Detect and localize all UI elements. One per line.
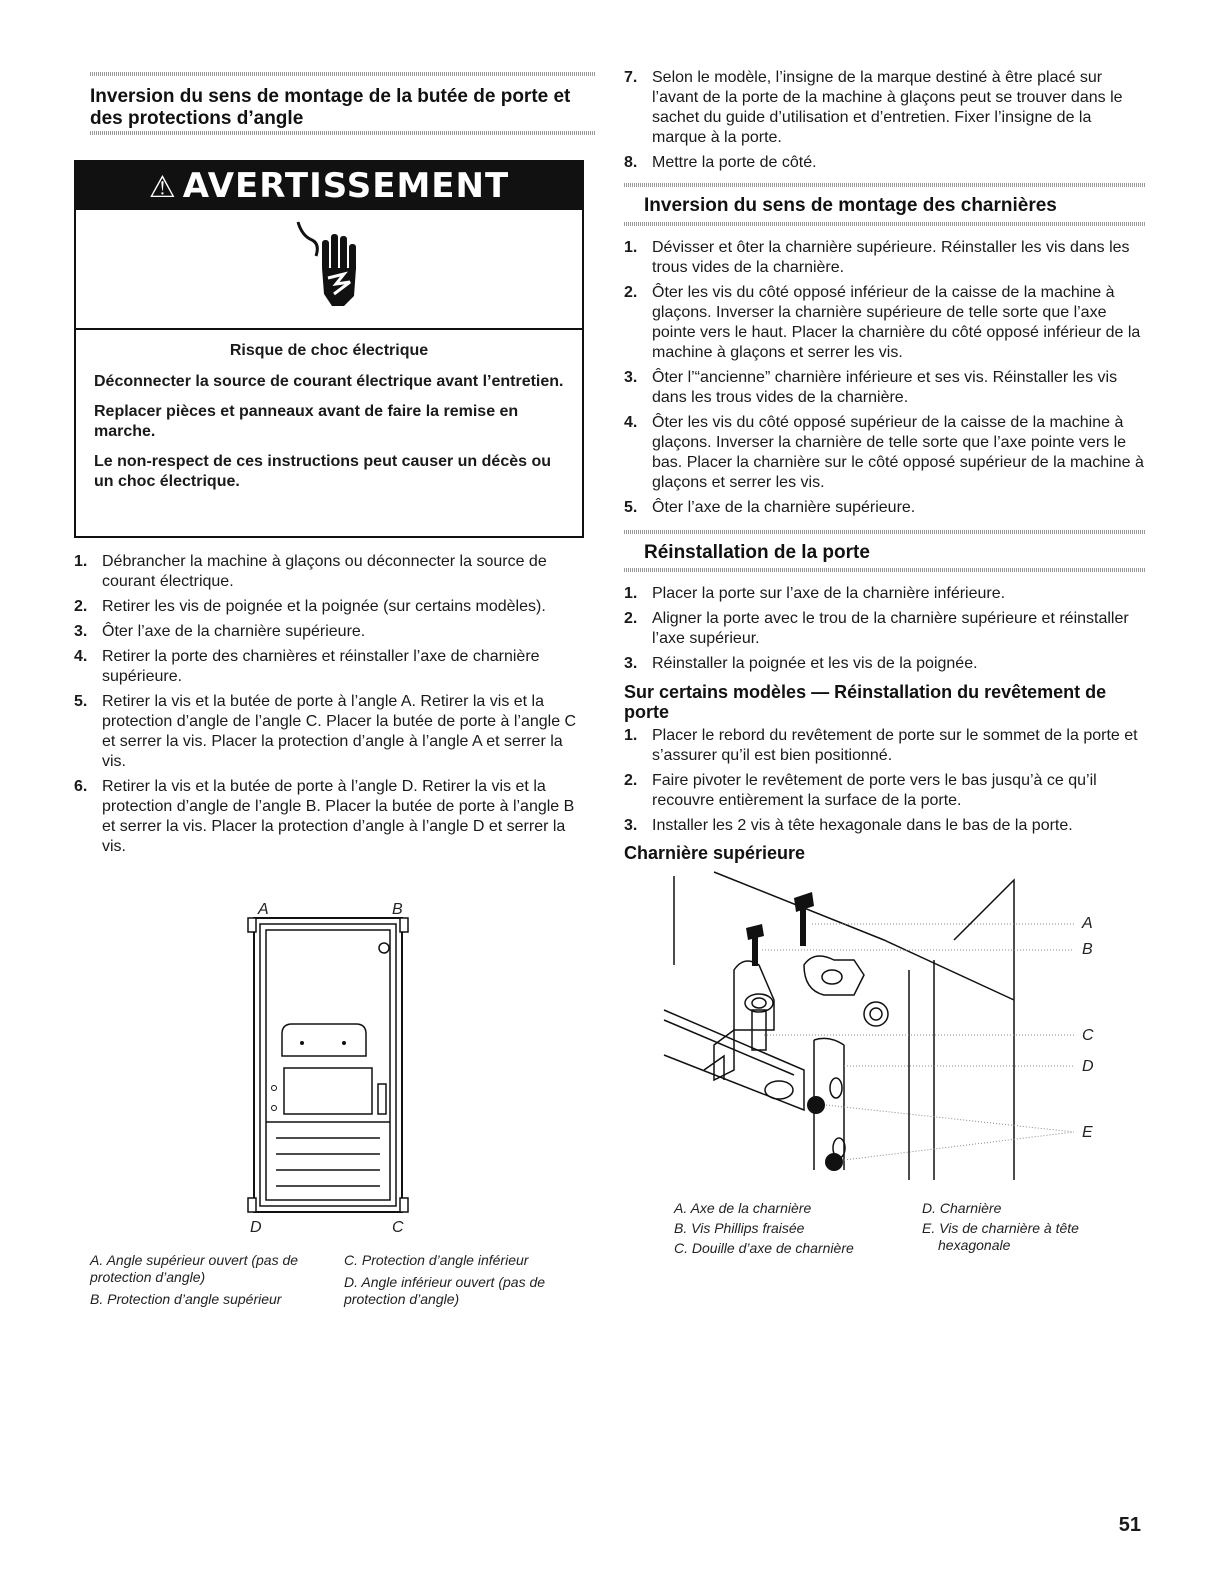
figure-label-b: B xyxy=(1082,941,1093,958)
warning-line: Replacer pièces et panneaux avant de faire la remise en marche. xyxy=(94,403,519,440)
divider xyxy=(90,72,595,76)
section-title-door-reinstall: Réinstallation de la porte xyxy=(644,542,870,563)
warning-line: Le non-respect de ces instructions peut causer un décès ou un choc électrique. xyxy=(94,453,552,490)
divider xyxy=(624,183,1146,187)
caption-a: A. Angle supérieur ouvert (pas de protection d’angle) xyxy=(90,1252,299,1285)
steps-list-continued xyxy=(624,68,1146,178)
list-item: 1. Dévisser et ôter la charnière supérieure. Réinstaller les vis dans les trous vides de la charnière. xyxy=(624,239,1130,276)
divider xyxy=(624,568,1146,572)
warning-box xyxy=(74,160,584,538)
list-item: 1. Placer le rebord du revêtement de porte sur le sommet de la porte et s’assurer qu’il est bien positionné. xyxy=(624,727,1138,764)
figure-label-a: A xyxy=(258,901,269,918)
top-hinge-figure xyxy=(654,870,1134,1188)
section-title-hinges: Inversion du sens de montage des charnières xyxy=(644,195,1057,216)
steps-list-door-panel xyxy=(624,726,1146,841)
list-item: 2. Faire pivoter le revêtement de porte vers le bas jusqu’à ce qu’il recouvre entièrement la surface de la porte. xyxy=(624,772,1097,809)
list-item: 1. Débrancher la machine à glaçons ou déconnecter la source de courant électrique. xyxy=(74,553,547,590)
warning-body xyxy=(76,342,582,492)
warning-triangle-icon: ⚠ xyxy=(148,170,177,205)
door-figure xyxy=(240,896,510,1241)
list-item: 3. Réinstaller la poignée et les vis de la poignée. xyxy=(624,655,978,672)
caption-e: E. Vis de charnière à tête hexagonale xyxy=(922,1220,1079,1253)
figure-label-c: C xyxy=(1082,1027,1094,1044)
figure-label-b: B xyxy=(392,901,403,918)
warning-icon-area xyxy=(76,210,582,330)
section-title-door-stop: Inversion du sens de montage de la butée de porte et des protections d’angle xyxy=(90,86,571,129)
list-item: 3. Installer les 2 vis à tête hexagonale dans le bas de la porte. xyxy=(624,817,1073,834)
figure-label-e: E xyxy=(1082,1124,1093,1141)
section-title-door-panel: Sur certains modèles — Réinstallation du revêtement de porte xyxy=(624,682,1107,722)
caption-c: C. Protection d’angle inférieur xyxy=(344,1252,529,1268)
list-item: 2. Ôter les vis du côté opposé inférieur de la caisse de la machine à glaçons. Inverser la charnière supérieure de telle sorte que l’axe pointe vers le haut. Placer la charnière du côté opposé inférieur de la machine à glaçons et serrer les vis. xyxy=(624,284,1141,361)
figure-label-d: D xyxy=(250,1219,262,1236)
figure-label-c: C xyxy=(392,1219,404,1236)
warning-header: ⚠ AVERTISSEMENT xyxy=(76,162,582,210)
steps-list-door-stop xyxy=(74,552,589,862)
list-item: 8. Mettre la porte de côté. xyxy=(624,154,817,171)
door-outline xyxy=(254,918,402,1212)
figure-label-d: D xyxy=(1082,1058,1094,1075)
list-item: 6. Retirer la vis et la butée de porte à l’angle D. Retirer la vis et la protection d’angle de l’angle B. Placer la butée de porte à l’angle B et serrer la vis. Placer la protection d’angle à l’angle D et serrer la vis. xyxy=(74,778,575,855)
list-item: 5. Retirer la vis et la butée de porte à l’angle A. Retirer la vis et la protection d’angle de l’angle C. Placer la butée de porte à l’angle C et serrer la vis. Placer la protection d’angle à l’angle A et serrer la vis. xyxy=(74,693,577,770)
caption-d: D. Charnière xyxy=(922,1200,1002,1216)
divider xyxy=(90,131,595,135)
list-item: 5. Ôter l’axe de la charnière supérieure. xyxy=(624,499,916,516)
door-stop xyxy=(248,918,256,932)
caption-c: C. Douille d’axe de charnière xyxy=(674,1240,854,1256)
warning-risk: Risque de choc électrique xyxy=(229,342,429,359)
caption-b: B. Vis Phillips fraisée xyxy=(674,1220,805,1236)
list-item: 4. Ôter les vis du côté opposé supérieur de la caisse de la machine à glaçons. Inverser la charnière de telle sorte que l’axe pointe vers le bas. Placer la charnière sur le côté opposé supérieur de la machine à glaçons et serrer les vis. xyxy=(624,414,1144,491)
steps-list-hinges xyxy=(624,238,1146,523)
corner-protector xyxy=(248,1198,256,1212)
list-item: 2. Aligner la porte avec le trou de la charnière supérieure et réinstaller l’axe supérieur. xyxy=(624,610,1129,647)
section-title-top-hinge: Charnière supérieure xyxy=(624,843,806,863)
caption-a: A. Axe de la charnière xyxy=(674,1200,812,1216)
warning-line: Déconnecter la source de courant électrique avant l’entretien. xyxy=(94,373,564,390)
list-item: 3. Ôter l’“ancienne” charnière inférieure et ses vis. Réinstaller les vis dans les trous vides de la charnière. xyxy=(624,369,1118,406)
caption-b: B. Protection d’angle supérieur xyxy=(90,1291,282,1307)
figure-label-a: A xyxy=(1082,915,1093,932)
door-stop xyxy=(400,1198,408,1212)
steps-list-door-reinstall xyxy=(624,584,1146,679)
corner-protector xyxy=(400,918,408,932)
list-item: 7. Selon le modèle, l’insigne de la marque destiné à être placé sur l’avant de la porte de la machine à glaçons peut se trouver dans le sachet du guide d’utilisation et d’entretien. Fixer l’insigne de la marque à la porte. xyxy=(624,69,1123,146)
list-item: 3. Ôter l’axe de la charnière supérieure. xyxy=(74,623,366,640)
list-item: 2. Retirer les vis de poignée et la poignée (sur certains modèles). xyxy=(74,598,546,615)
electric-shock-hand-icon xyxy=(76,210,582,328)
caption-d: D. Angle inférieur ouvert (pas de protection d’angle) xyxy=(344,1274,546,1307)
list-item: 4. Retirer la porte des charnières et réinstaller l’axe de charnière supérieure. xyxy=(74,648,540,685)
list-item: 1. Placer la porte sur l’axe de la charnière inférieure. xyxy=(624,585,1006,602)
page-number: 51 xyxy=(1118,1514,1141,1536)
divider xyxy=(624,530,1146,534)
divider xyxy=(624,222,1146,226)
